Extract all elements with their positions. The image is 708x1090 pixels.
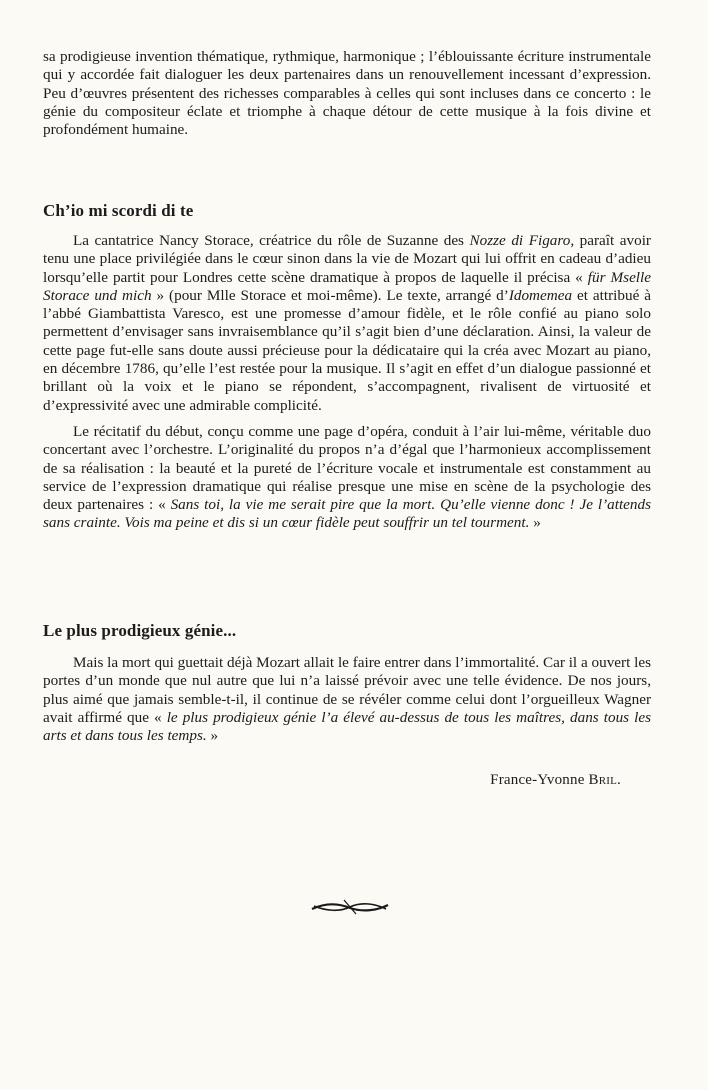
ornament-flourish-icon bbox=[310, 897, 390, 917]
section2-paragraph-1: Mais la mort qui guettait déjà Mozart allait le faire entrer dans l’immortalité. Car il a ouvert les portes d’un monde que nul autre que lui n’a laissé prévoir avec une telle évidence. De nos jours, plus aimé que jamais semble-t-il, il continue de se révéler comme celui dont l’orgueilleux Wagner avait affirmé que « le plus prodigieux génie l’a élevé au-dessus de tous les maîtres, dans tous les arts et dans tous les temps. » bbox=[43, 654, 652, 745]
intro-paragraph bbox=[43, 48, 651, 139]
section1-paragraph-2: Le récitatif du début, conçu comme une page d’opéra, conduit à l’air lui-même, véritable duo concertant avec l’orchestre. L’originalité du propos n’a d’égal que l’harmonieux accomplissement de sa réalisation : la beauté et la pureté de l’écriture vocale et instrumentale est constamment au service de l’expression dramatique qui réalise presque une mise en scène de la psychologie des deux partenaires : « Sans toi, la vie me serait pire que la mort. Qu’elle vienne donc ! Je l’attends sans crainte. Vois ma peine et dis si un cœur fidèle peut souffrir un tel tourment. » bbox=[43, 422, 651, 532]
section-heading-plus-prodigieux: Le plus prodigieux génie... bbox=[43, 621, 237, 640]
section-heading-chio-mi-scordi: Ch’io mi scordi di te bbox=[43, 201, 194, 220]
author-signature: France-Yvonne Bril. bbox=[490, 772, 621, 788]
section1-paragraph-1: La cantatrice Nancy Storace, créatrice du rôle de Suzanne des Nozze di Figaro, paraît avoir tenu une place privilégiée dans le cœur sinon dans la vie de Mozart qui lui offrit en cadeau d’adieu lorsqu’elle partit pour Londres cette scène dramatique à propos de laquelle il précisa « für Mselle Storace und mich » (pour Mlle Storace et moi-même). Le texte, arrangé d’Idomemea et attribué à l’abbé Giambattista Varesco, est une promesse d’amour fidèle, et le rôle confié au piano solo permettent d’envisager sans invraisemblance qu’il s’agit bien d’une déclaration. Ainsi, la valeur de cette page fut-elle sans doute aussi précieuse pour la dédicataire qui la créa avec Mozart au piano, en décembre 1786, qu’elle l’est restée pour la musique. Il s’agit en effet d’un dialogue passionné et brillant où la voix et le piano se répondent, s’accompagnent, rivalisent de virtuosité et d’expressivité avec une admirable complicité. bbox=[43, 232, 651, 414]
section1-body bbox=[43, 232, 651, 533]
intro-text: sa prodigieuse invention thématique, rythmique, harmonique ; l’éblouissante écriture instrumentale qui y accordée fait dialoguer les deux partenaires dans un renouvellement incessant d’expression. Peu d’œuvres présentent des richesses comparables à celles qui sont incluses dans ce concerto : le génie du compositeur éclate et triomphe à chaque détour de cette musique à la fois divine et profondément humaine. bbox=[43, 48, 651, 139]
section2-body bbox=[43, 654, 651, 745]
